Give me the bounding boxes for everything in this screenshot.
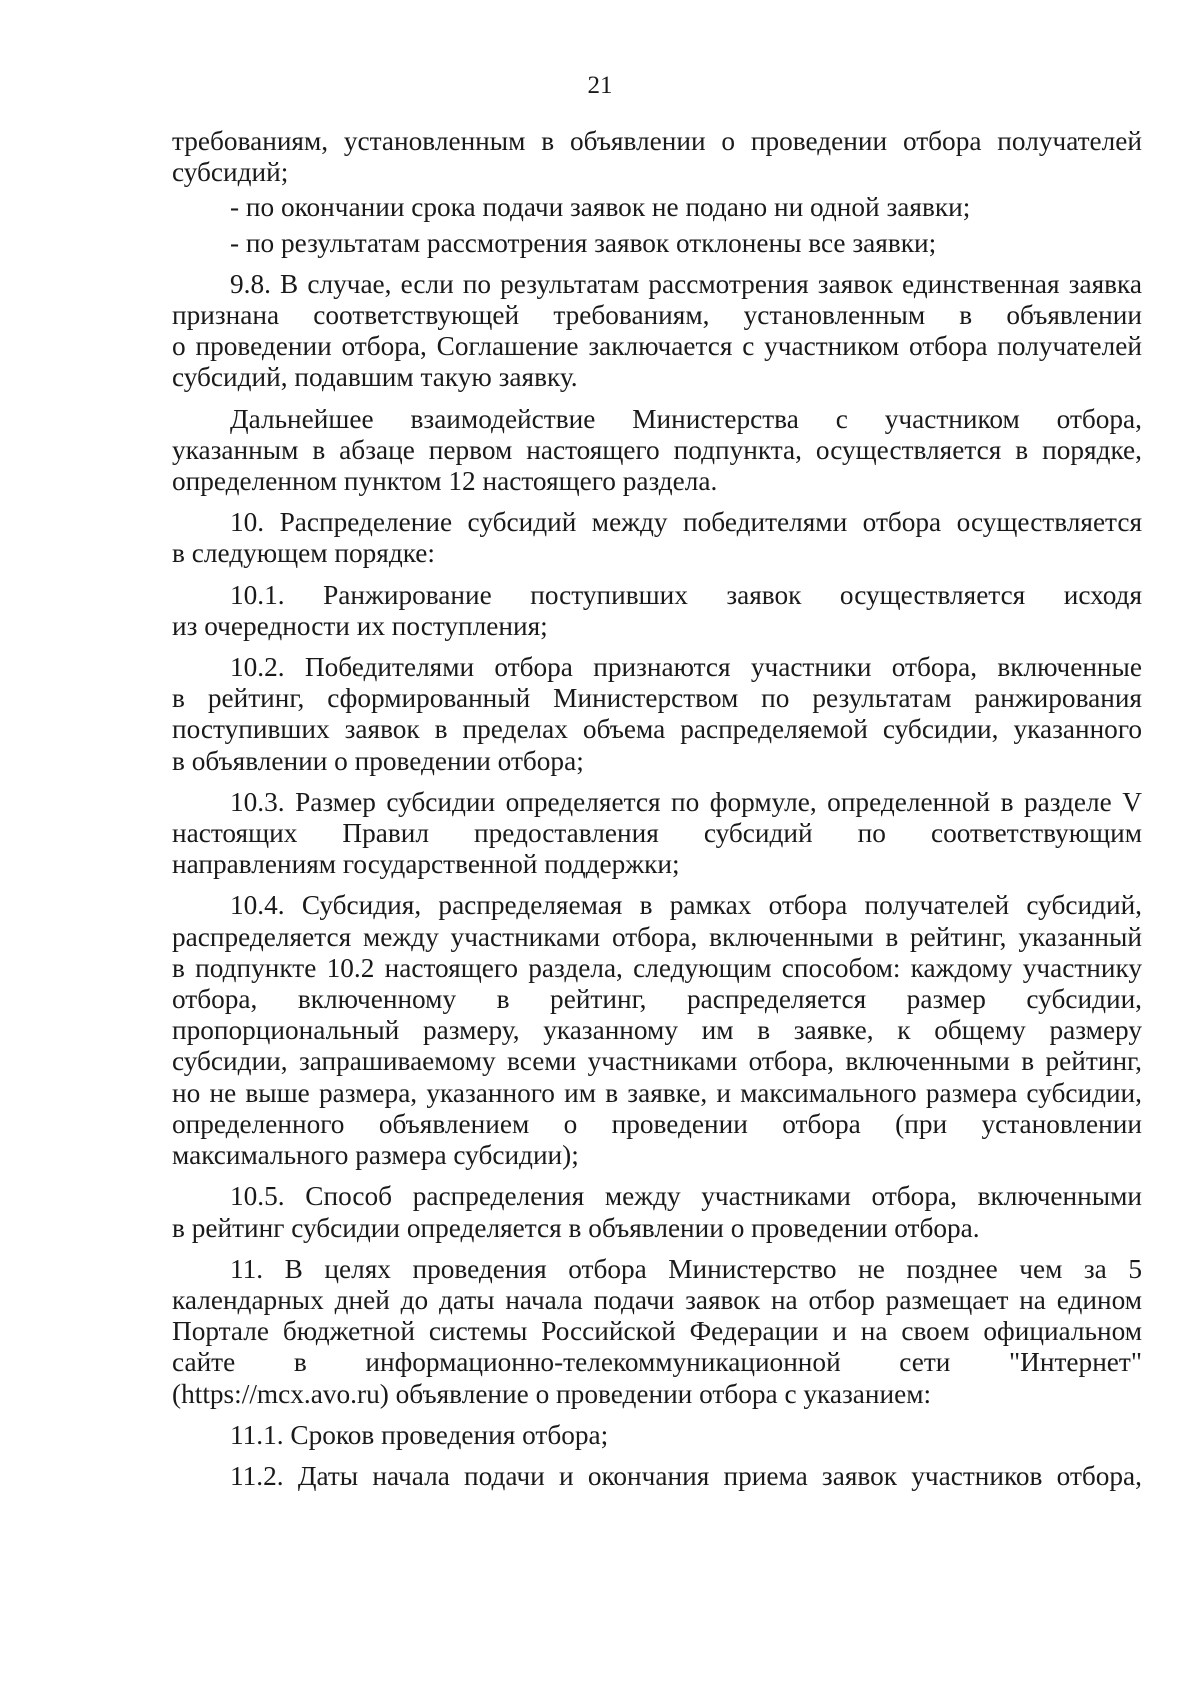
text-line: отбора, включенному в рейтинг, распределяется размер субсидии, <box>172 984 1142 1015</box>
text-line: 10.3. Размер субсидии определяется по формуле, определенной в разделе V <box>230 786 1142 817</box>
text-line: 11.1. Сроков проведения отбора; <box>230 1419 609 1450</box>
text-line: в подпункте 10.2 настоящего раздела, следующим способом: каждому участнику <box>172 952 1142 983</box>
text-line: в рейтинг субсидии определяется в объявлении о проведении отбора. <box>172 1212 980 1243</box>
page-number: 21 <box>587 72 613 99</box>
text-line: требованиям, установленным в объявлении о проведении отбора получателей <box>172 126 1142 156</box>
text-line: указанным в абзаце первом настоящего подпункта, осуществляется в порядке, <box>172 434 1142 465</box>
text-line: настоящих Правил предоставления субсидий по соответствующим <box>172 818 1142 849</box>
document-body <box>172 126 1142 1502</box>
text-line: 10.1. Ранжирование поступивших заявок осуществляется исходя <box>230 579 1142 610</box>
text-line: о проведении отбора, Соглашение заключается с участником отбора получателей <box>172 331 1142 362</box>
text-line: календарных дней до даты начала подачи заявок на отбор размещает на едином <box>172 1284 1142 1315</box>
paragraph <box>172 228 1142 259</box>
text-line: определенном пунктом 12 настоящего раздела. <box>172 466 718 497</box>
text-line: пропорциональный размеру, указанному им в заявке, к общему размеру <box>172 1015 1142 1046</box>
paragraph <box>172 126 1142 188</box>
text-line: 11. В целях проведения отбора Министерство не позднее чем за 5 <box>230 1253 1142 1284</box>
text-line: в рейтинг, сформированный Министерством по результатам ранжирования <box>172 683 1142 714</box>
text-line: направлениям государственной поддержки; <box>172 849 680 880</box>
paragraph <box>172 404 1142 498</box>
text-line: субсидий; <box>172 157 289 188</box>
text-line: 11.2. Даты начала подачи и окончания приема заявок участников отбора, <box>230 1460 1142 1491</box>
text-line: определенного объявлением о проведении отбора (при установлении <box>172 1108 1142 1139</box>
paragraph <box>172 580 1142 642</box>
paragraph <box>172 787 1142 881</box>
text-line: максимального размера субсидии); <box>172 1140 579 1171</box>
text-line: в объявлении о проведении отбора; <box>172 745 584 776</box>
text-line: Портале бюджетной системы Российской Федерации и на своем официальном <box>172 1316 1142 1347</box>
paragraph <box>172 890 1142 1171</box>
text-line: признана соответствующей требованиям, установленным в объявлении <box>172 300 1142 331</box>
text-line: в следующем порядке: <box>172 538 435 569</box>
paragraph <box>172 1420 1142 1451</box>
text-line: - по окончании срока подачи заявок не подано ни одной заявки; <box>230 192 971 223</box>
paragraph <box>172 1181 1142 1243</box>
text-line: - по результатам рассмотрения заявок отклонены все заявки; <box>230 227 937 258</box>
paragraph <box>172 1461 1142 1492</box>
paragraph <box>172 507 1142 569</box>
text-line: 9.8. В случае, если по результатам рассмотрения заявок единственная заявка <box>230 268 1142 299</box>
paragraph <box>172 269 1142 394</box>
text-line: 10. Распределение субсидий между победителями отбора осуществляется <box>230 507 1142 538</box>
text-line: из очередности их поступления; <box>172 610 548 641</box>
text-line: поступивших заявок в пределах объема распределяемой субсидии, указанного <box>172 714 1142 745</box>
text-line: 10.5. Способ распределения между участниками отбора, включенными <box>230 1181 1142 1212</box>
paragraph <box>172 1254 1142 1410</box>
text-line: 10.4. Субсидия, распределяемая в рамках отбора получателей субсидий, <box>230 890 1142 921</box>
text-line: сайте в информационно-телекоммуникационной сети "Интернет" <box>172 1347 1142 1378</box>
text-line: Дальнейшее взаимодействие Министерства с участником отбора, <box>230 403 1142 434</box>
paragraph <box>172 652 1142 777</box>
text-line: (https://mcx.avo.ru) объявление о проведении отбора с указанием: <box>172 1378 932 1409</box>
text-line: 10.2. Победителями отбора признаются участники отбора, включенные <box>230 652 1142 683</box>
text-line: но не выше размера, указанного им в заявке, и максимального размера субсидии, <box>172 1077 1142 1108</box>
text-line: субсидии, запрашиваемому всеми участниками отбора, включенными в рейтинг, <box>172 1046 1142 1077</box>
paragraph <box>172 192 1142 223</box>
text-line: распределяется между участниками отбора, включенными в рейтинг, указанный <box>172 921 1142 952</box>
text-line: субсидий, подавшим такую заявку. <box>172 362 578 393</box>
